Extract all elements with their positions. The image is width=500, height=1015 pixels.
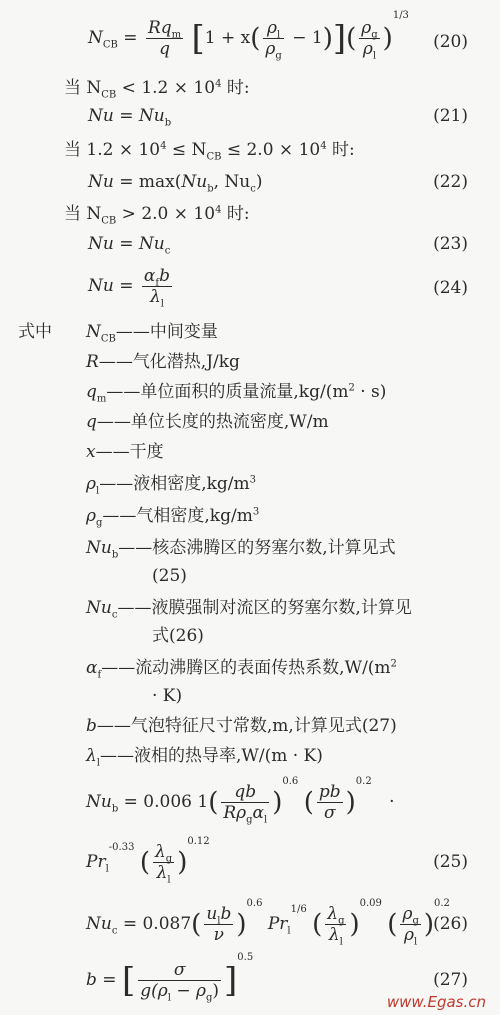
def-nu-c: $Nu_c——$液膜强制对流区的努塞尔数,计算见 xyxy=(86,598,412,621)
def-r: R——气化潜热,J/kg xyxy=(86,352,240,372)
def-alpha-f: $\alpha_f——$流动沸腾区的表面传热系数$,W/(m^2$ xyxy=(86,658,397,681)
equation-23: $Nu = Nu_c$ xyxy=(88,234,171,257)
equation-number-25: (25) xyxy=(433,852,468,872)
equation-24: Nu = $\frac{\alpha_fb}{\lambda_l}$ xyxy=(88,266,170,310)
condition-1: 当 $N_{CB} < 1.2 \times 10^4$ 时: xyxy=(64,78,250,101)
equation-26: $Nu_c = 0.087$( $\frac{u_lb}{\nu}$ )$^{0.6}$ $Pr_l^{1/6}$ ( $\frac{\lambda_g}{\lambda_l}$ )$^{0.09}$ ( $\frac{\rho_g}{\rho_l}$ )$^{0.2}$ xyxy=(86,898,450,948)
equation-21: $Nu = Nu_b$ xyxy=(88,106,172,129)
equation-number-22: (22) xyxy=(433,172,468,192)
equation-number-24: (24) xyxy=(433,278,468,298)
def-x: x——干度 xyxy=(86,442,164,462)
equation-25-line1: $Nu_b = 0.006$ 1( $\frac{qb}{R\rho_g\alpha_l}$ )$^{0.6}$ ( $\frac{pb}{\sigma}$ )$^{0.2}$ · xyxy=(86,776,395,826)
equation-number-20: (20) xyxy=(433,32,468,52)
equation-number-26: (26) xyxy=(433,914,468,934)
def-alpha-f-cont: · K) xyxy=(152,686,183,706)
def-rho-g: $\rho_g——$气相密度$,kg/m^3$ xyxy=(86,506,260,529)
equation-number-21: (21) xyxy=(433,106,468,126)
definitions-label: 式中 xyxy=(18,322,52,342)
equation-27: b = [ $\frac{\sigma}{g(\rho_l - \rho_g)}$ ]$^{0.5}$ xyxy=(86,952,254,1004)
equation-25-line2: $Pr_l^{-0.33}$ ( $\frac{\lambda_g}{\lambda_l}$ )$^{0.12}$ xyxy=(86,836,210,886)
def-lambda-l: $\lambda_l——$液相的热导率,W/(m · K) xyxy=(86,746,323,769)
def-q: q——单位长度的热流密度,W/m xyxy=(86,412,329,432)
equation-number-27: (27) xyxy=(433,970,468,990)
def-rho-l: $\rho_l——$液相密度$,kg/m^3$ xyxy=(86,474,257,497)
condition-2: 当 $1.2 \times 10^4 \le N_{CB} \le 2.0 \times 10^4$ 时: xyxy=(64,140,355,163)
condition-3: 当 $N_{CB} > 2.0 \times 10^4$ 时: xyxy=(64,204,250,227)
def-nu-b: $Nu_b——$核态沸腾区的努塞尔数,计算见式 xyxy=(86,538,396,561)
def-b: b——气泡特征尺寸常数,m,计算见式(27) xyxy=(86,716,397,736)
def-qm: $q_m——$单位面积的质量流量$,kg/(m^2 \cdot s)$ xyxy=(86,382,387,405)
equation-22: $Nu = \max(Nu_b$, $Nu_c$) xyxy=(88,172,263,195)
def-nu-c-cont: 式(26) xyxy=(152,626,204,646)
equation-number-23: (23) xyxy=(433,234,468,254)
def-nu-b-cont: (25) xyxy=(152,566,187,586)
watermark: www.Egas.cn xyxy=(386,993,486,1011)
def-ncb: $N_{CB}——$中间变量 xyxy=(86,322,218,345)
equation-20: $N_{CB}$ = $\frac{Rq_m}{q}$ [1 + x( $\frac{\rho_l}{\rho_g}$ − 1)]( $\frac{\rho_g}{\rho_l}$ )$^{1/3}$ xyxy=(88,10,409,62)
